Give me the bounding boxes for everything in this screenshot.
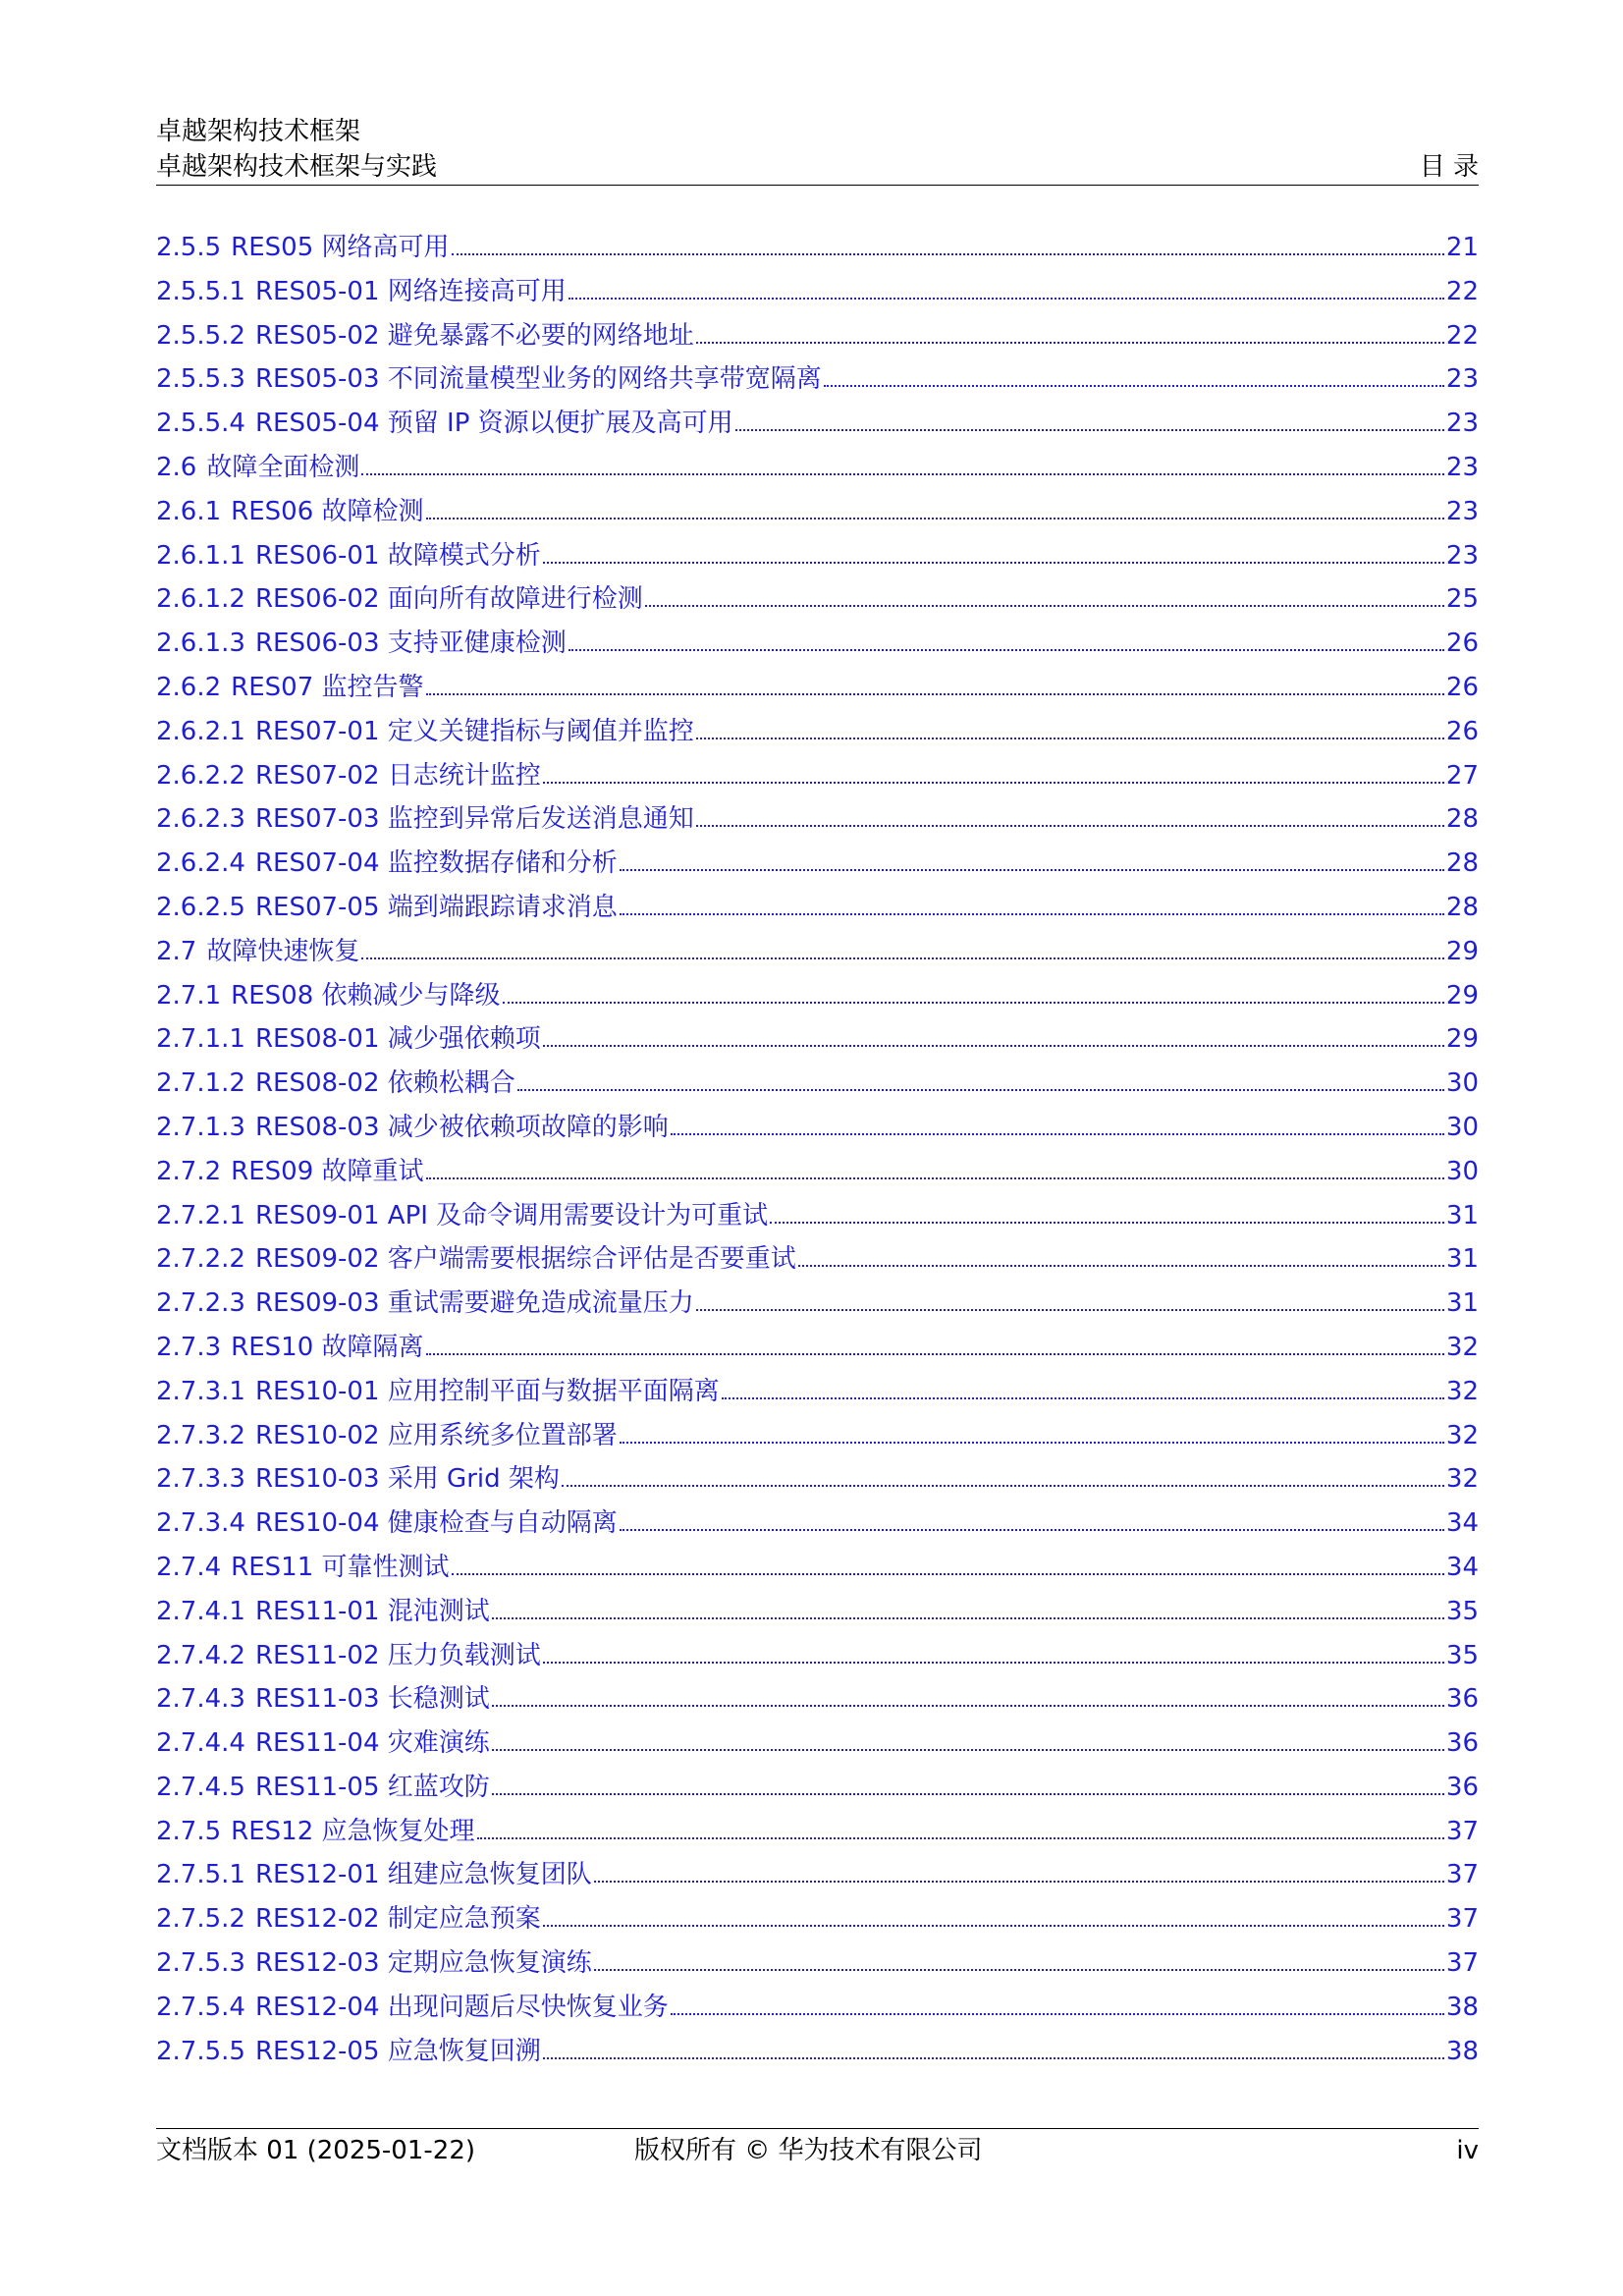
toc-entry-number: 2.7.3 <box>156 1332 222 1362</box>
toc-dot-leader <box>620 1442 1444 1444</box>
toc-entry[interactable] <box>156 1502 1479 1546</box>
toc-entry[interactable] <box>156 2030 1479 2074</box>
toc-entry[interactable] <box>156 577 1479 622</box>
toc-entry[interactable] <box>156 710 1479 754</box>
toc-dot-leader <box>517 1089 1444 1091</box>
toc-entry-page: 38 <box>1445 1992 1479 2022</box>
toc-entry-number: 2.5.5.2 <box>156 320 245 351</box>
toc-entry-number: 2.7.4.3 <box>156 1684 245 1715</box>
toc-dot-leader <box>492 1617 1444 1619</box>
toc-entry-title: RES09-01 API 及命令调用需要设计为可重试 <box>254 1200 769 1230</box>
toc-entry-title: RES10-04 健康检查与自动隔离 <box>254 1508 618 1539</box>
toc-entry-page: 23 <box>1445 452 1479 482</box>
toc-entry-number: 2.6.2.2 <box>156 760 245 791</box>
toc-entry-title: RES10 故障隔离 <box>231 1332 424 1362</box>
toc-entry[interactable] <box>156 886 1479 930</box>
toc-entry-number: 2.7.3.3 <box>156 1464 245 1495</box>
toc-dot-leader <box>645 605 1444 607</box>
toc-entry-title: RES11 可靠性测试 <box>231 1552 450 1582</box>
toc-entry-page: 22 <box>1445 320 1479 351</box>
toc-entry-number: 2.6.1.3 <box>156 629 245 659</box>
toc-entry-page: 36 <box>1445 1684 1479 1715</box>
toc-entry-title: RES05 网络高可用 <box>231 233 450 262</box>
toc-entry[interactable] <box>156 1150 1479 1194</box>
toc-dot-leader <box>770 1222 1444 1224</box>
toc-entry-title: RES07 监控告警 <box>231 672 424 702</box>
toc-entry-number: 2.7.5.4 <box>156 1992 245 2022</box>
toc-entry-title: 故障全面检测 <box>206 452 360 482</box>
toc-dot-leader <box>671 2013 1444 2015</box>
toc-dot-leader <box>824 385 1444 387</box>
toc-entry-number: 2.6.1 <box>156 496 222 526</box>
toc-entry-number: 2.6.1.1 <box>156 540 245 571</box>
toc-entry-title: RES12-02 制定应急预案 <box>254 1904 541 1935</box>
toc-entry-title: RES07-04 监控数据存储和分析 <box>254 848 618 879</box>
toc-entry-title: RES06 故障检测 <box>231 496 424 526</box>
toc-entry-title: RES09 故障重试 <box>231 1156 424 1186</box>
toc-entry-page: 34 <box>1445 1552 1479 1582</box>
toc-entry-title: RES11-04 灾难演练 <box>254 1728 490 1759</box>
header-divider <box>156 185 1479 186</box>
toc-entry[interactable] <box>156 1546 1479 1590</box>
header-row <box>156 149 1479 185</box>
toc-entry[interactable] <box>156 1897 1479 1941</box>
toc-dot-leader <box>492 1705 1444 1707</box>
toc-entry-number: 2.7.3.4 <box>156 1508 245 1539</box>
toc-entry-number: 2.6.2 <box>156 672 222 702</box>
toc-entry[interactable] <box>156 402 1479 446</box>
toc-entry-number: 2.7.2.2 <box>156 1244 245 1275</box>
toc-entry[interactable] <box>156 1590 1479 1634</box>
toc-entry[interactable] <box>156 226 1479 270</box>
toc-entry[interactable] <box>156 622 1479 666</box>
toc-dot-leader <box>361 473 1444 475</box>
toc-dot-leader <box>696 738 1444 739</box>
toc-entry-title: RES05-02 避免暴露不必要的网络地址 <box>254 320 694 351</box>
toc-dot-leader <box>620 1529 1444 1531</box>
toc-entry[interactable] <box>156 1062 1479 1106</box>
toc-entry-number: 2.7.1.2 <box>156 1068 245 1099</box>
toc-entry[interactable] <box>156 797 1479 842</box>
toc-entry-page: 26 <box>1445 716 1479 746</box>
toc-dot-leader <box>671 1133 1444 1135</box>
toc-entry[interactable] <box>156 1326 1479 1370</box>
toc-entry[interactable] <box>156 1853 1479 1897</box>
toc-entry-title: RES11-05 红蓝攻防 <box>254 1772 490 1802</box>
footer-doc-version: 文档版本 01 (2025-01-22) <box>156 2136 476 2165</box>
toc-entry[interactable] <box>156 666 1479 710</box>
toc-dot-leader <box>620 913 1444 915</box>
footer-page-number: iv <box>1456 2136 1479 2165</box>
toc-entry-page: 23 <box>1445 409 1479 439</box>
toc-entry-title: RES07-03 监控到异常后发送消息通知 <box>254 804 694 835</box>
toc-entry-page: 29 <box>1445 936 1479 966</box>
toc-entry[interactable] <box>156 1017 1479 1062</box>
toc-entry-title: RES05-04 预留 IP 资源以便扩展及高可用 <box>254 409 733 439</box>
toc-entry-page: 37 <box>1445 1948 1479 1979</box>
toc-entry-page: 32 <box>1445 1332 1479 1362</box>
toc-entry-number: 2.7.4.5 <box>156 1772 245 1802</box>
toc-entry-title: 故障快速恢复 <box>206 936 360 966</box>
toc-dot-leader <box>426 518 1444 519</box>
toc-dot-leader <box>543 1045 1444 1047</box>
toc-entry[interactable] <box>156 1986 1479 2030</box>
toc-entry-number: 2.6.2.4 <box>156 848 245 879</box>
toc-entry-page: 30 <box>1445 1068 1479 1099</box>
toc-entry-page: 23 <box>1445 364 1479 395</box>
toc-dot-leader <box>562 1485 1444 1487</box>
header-book-title: 卓越架构技术框架 <box>156 117 361 146</box>
toc-entry-title: RES06-01 故障模式分析 <box>254 540 541 571</box>
toc-entry-number: 2.7.4.1 <box>156 1596 245 1626</box>
toc-entry-page: 37 <box>1445 1860 1479 1890</box>
toc-entry-page: 31 <box>1445 1200 1479 1230</box>
toc-dot-leader <box>543 1925 1444 1927</box>
toc-dot-leader <box>543 562 1444 564</box>
toc-entry-page: 32 <box>1445 1376 1479 1406</box>
header-subtitle: 卓越架构技术框架与实践 <box>156 152 438 182</box>
toc-entry-number: 2.7.2 <box>156 1156 222 1186</box>
toc-entry[interactable] <box>156 1370 1479 1414</box>
toc-entry-title: RES07-05 端到端跟踪请求消息 <box>254 892 618 922</box>
toc-entry-number: 2.7.4.2 <box>156 1640 245 1670</box>
toc-entry-title: RES11-02 压力负载测试 <box>254 1640 541 1670</box>
toc-entry-page: 21 <box>1445 233 1479 262</box>
toc-entry[interactable] <box>156 1106 1479 1150</box>
toc-entry[interactable] <box>156 1722 1479 1766</box>
toc-dot-leader <box>735 429 1444 431</box>
toc-entry-number: 2.5.5.4 <box>156 409 245 439</box>
toc-dot-leader <box>426 693 1444 695</box>
toc-dot-leader <box>594 1881 1444 1883</box>
toc-entry[interactable] <box>156 974 1479 1018</box>
toc-dot-leader <box>543 782 1444 784</box>
toc-dot-leader <box>798 1265 1444 1267</box>
toc-entry-page: 32 <box>1445 1464 1479 1495</box>
toc-entry-title: RES08-03 减少被依赖项故障的影响 <box>254 1112 669 1142</box>
toc-entry-number: 2.7.5 <box>156 1816 222 1846</box>
toc-entry-number: 2.7 <box>156 936 197 966</box>
toc-entry-page: 36 <box>1445 1772 1479 1802</box>
toc-entry-page: 35 <box>1445 1596 1479 1626</box>
toc-dot-leader <box>361 957 1444 959</box>
toc-entry-title: RES09-02 客户端需要根据综合评估是否要重试 <box>254 1244 796 1275</box>
toc-entry-title: RES12-05 应急恢复回溯 <box>254 2036 541 2066</box>
toc-dot-leader <box>696 1309 1444 1311</box>
footer-copyright: 版权所有 © 华为技术有限公司 <box>634 2136 983 2165</box>
toc-entry-number: 2.6.1.2 <box>156 584 245 615</box>
toc-dot-leader <box>543 1662 1444 1664</box>
toc-entry-page: 26 <box>1445 629 1479 659</box>
toc-entry-number: 2.7.5.3 <box>156 1948 245 1979</box>
toc-dot-leader <box>594 1969 1444 1971</box>
toc-dot-leader <box>452 1573 1444 1575</box>
table-of-contents <box>156 226 1479 2073</box>
toc-entry-title: RES05-01 网络连接高可用 <box>254 276 567 306</box>
toc-entry-title: RES06-03 支持亚健康检测 <box>254 629 567 659</box>
toc-entry-number: 2.7.1.1 <box>156 1024 245 1055</box>
toc-entry-number: 2.7.1.3 <box>156 1112 245 1142</box>
toc-entry-page: 27 <box>1445 760 1479 791</box>
toc-dot-leader <box>477 1837 1444 1839</box>
toc-entry-page: 25 <box>1445 584 1479 615</box>
toc-entry-page: 37 <box>1445 1904 1479 1935</box>
toc-entry-title: RES09-03 重试需要避免造成流量压力 <box>254 1288 694 1319</box>
toc-dot-leader <box>620 869 1444 871</box>
toc-entry[interactable] <box>156 357 1479 402</box>
header-section-label: 目 录 <box>1419 152 1479 182</box>
toc-dot-leader <box>568 649 1444 651</box>
toc-dot-leader <box>492 1749 1444 1751</box>
toc-entry-title: RES08 依赖减少与降级 <box>231 980 501 1011</box>
toc-entry[interactable] <box>156 1457 1479 1502</box>
toc-entry[interactable] <box>156 754 1479 798</box>
toc-dot-leader <box>426 1177 1444 1179</box>
toc-entry[interactable] <box>156 1677 1479 1722</box>
toc-entry-page: 36 <box>1445 1728 1479 1759</box>
toc-entry-title: RES07-01 定义关键指标与阈值并监控 <box>254 716 694 746</box>
toc-entry-number: 2.6.2.3 <box>156 804 245 835</box>
toc-entry-page: 28 <box>1445 804 1479 835</box>
toc-entry-page: 22 <box>1445 276 1479 306</box>
toc-entry-page: 26 <box>1445 672 1479 702</box>
toc-entry-page: 28 <box>1445 848 1479 879</box>
toc-entry-title: RES08-01 减少强依赖项 <box>254 1024 541 1055</box>
toc-entry-page: 38 <box>1445 2036 1479 2066</box>
toc-entry[interactable] <box>156 1282 1479 1326</box>
toc-entry-title: RES11-03 长稳测试 <box>254 1684 490 1715</box>
toc-entry-title: RES06-02 面向所有故障进行检测 <box>254 584 643 615</box>
toc-dot-leader <box>503 1002 1444 1004</box>
toc-entry-title: RES07-02 日志统计监控 <box>254 760 541 791</box>
toc-entry[interactable] <box>156 270 1479 314</box>
toc-entry-number: 2.5.5.1 <box>156 276 245 306</box>
toc-entry-title: RES12-04 出现问题后尽快恢复业务 <box>254 1992 669 2022</box>
page-footer <box>156 2131 1479 2170</box>
toc-entry[interactable] <box>156 1414 1479 1458</box>
toc-entry-number: 2.7.4 <box>156 1552 222 1582</box>
toc-entry-number: 2.7.3.1 <box>156 1376 245 1406</box>
page-header <box>156 114 1479 185</box>
toc-entry-title: RES12 应急恢复处理 <box>231 1816 475 1846</box>
toc-entry[interactable] <box>156 490 1479 534</box>
toc-entry[interactable] <box>156 1237 1479 1282</box>
toc-entry-page: 37 <box>1445 1816 1479 1846</box>
toc-entry[interactable] <box>156 534 1479 578</box>
toc-entry-number: 2.7.2.3 <box>156 1288 245 1319</box>
footer-divider <box>156 2128 1479 2129</box>
toc-entry-number: 2.7.3.2 <box>156 1420 245 1450</box>
toc-dot-leader <box>722 1397 1444 1399</box>
toc-entry[interactable] <box>156 930 1479 974</box>
toc-dot-leader <box>696 342 1444 344</box>
toc-entry[interactable] <box>156 1634 1479 1678</box>
toc-entry-number: 2.6.2.1 <box>156 716 245 746</box>
toc-entry-title: RES12-01 组建应急恢复团队 <box>254 1860 592 1890</box>
toc-entry[interactable] <box>156 1766 1479 1810</box>
toc-dot-leader <box>452 253 1444 255</box>
toc-entry-title: RES10-02 应用系统多位置部署 <box>254 1420 618 1450</box>
toc-dot-leader <box>426 1353 1444 1355</box>
toc-dot-leader <box>543 2057 1444 2059</box>
toc-entry-number: 2.7.5.1 <box>156 1860 245 1890</box>
toc-entry-title: RES11-01 混沌测试 <box>254 1596 490 1626</box>
toc-dot-leader <box>492 1793 1444 1795</box>
toc-entry-page: 34 <box>1445 1508 1479 1539</box>
toc-entry[interactable] <box>156 1941 1479 1986</box>
toc-entry-page: 23 <box>1445 496 1479 526</box>
toc-entry-page: 31 <box>1445 1244 1479 1275</box>
toc-entry-page: 29 <box>1445 1024 1479 1055</box>
toc-entry-number: 2.7.5.2 <box>156 1904 245 1935</box>
toc-entry[interactable] <box>156 1194 1479 1238</box>
toc-entry-number: 2.6.2.5 <box>156 892 245 922</box>
toc-entry-number: 2.5.5 <box>156 233 222 262</box>
toc-entry-number: 2.6 <box>156 452 197 482</box>
toc-entry-number: 2.7.1 <box>156 980 222 1011</box>
toc-entry-page: 23 <box>1445 540 1479 571</box>
toc-entry-number: 2.7.4.4 <box>156 1728 245 1759</box>
toc-entry-number: 2.7.2.1 <box>156 1200 245 1230</box>
toc-entry[interactable] <box>156 842 1479 886</box>
toc-entry-page: 29 <box>1445 980 1479 1011</box>
toc-entry-page: 30 <box>1445 1156 1479 1186</box>
toc-entry-title: RES10-03 采用 Grid 架构 <box>254 1464 560 1495</box>
toc-dot-leader <box>696 825 1444 827</box>
toc-entry[interactable] <box>156 1810 1479 1854</box>
toc-dot-leader <box>568 298 1444 300</box>
toc-entry[interactable] <box>156 446 1479 490</box>
toc-entry-title: RES10-01 应用控制平面与数据平面隔离 <box>254 1376 720 1406</box>
toc-entry-page: 32 <box>1445 1420 1479 1450</box>
toc-entry-title: RES05-03 不同流量模型业务的网络共享带宽隔离 <box>254 364 822 395</box>
toc-entry-title: RES08-02 依赖松耦合 <box>254 1068 515 1099</box>
toc-entry-number: 2.7.5.5 <box>156 2036 245 2066</box>
toc-entry-page: 28 <box>1445 892 1479 922</box>
toc-entry[interactable] <box>156 314 1479 358</box>
toc-entry-page: 31 <box>1445 1288 1479 1319</box>
toc-entry-number: 2.5.5.3 <box>156 364 245 395</box>
toc-entry-page: 35 <box>1445 1640 1479 1670</box>
toc-entry-title: RES12-03 定期应急恢复演练 <box>254 1948 592 1979</box>
toc-entry-page: 30 <box>1445 1112 1479 1142</box>
